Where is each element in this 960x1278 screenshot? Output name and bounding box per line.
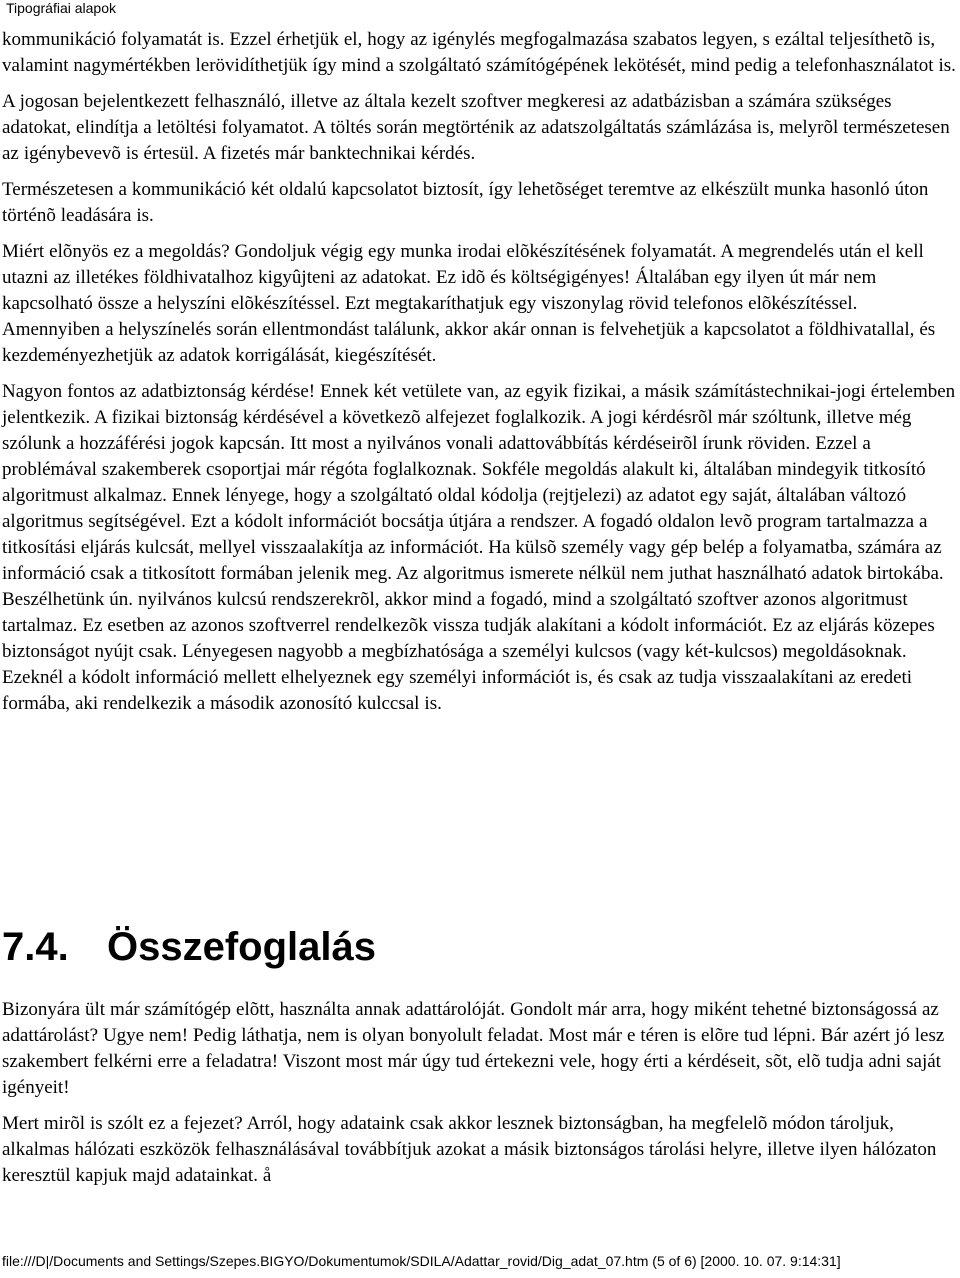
section-number: 7.4.	[2, 925, 69, 969]
paragraph: Miért elõnyös ez a megoldás? Gondoljuk végig egy munka irodai elõkészítésének folyamatát. A megrendelés után el kell utazni az illetékes földhivatalhoz kigyûjteni az adatokat. Ez idõ és költségigényes! Általában egy ilyen út már nem kapcsolható össze a helyszíni elõkészítéssel. Ezt megtakaríthatjuk egy viszonylag rövid telefonos elõkészítéssel. Amennyiben a helyszínelés során ellentmondást találunk, akkor akár onnan is felvehetjük a kapcsolatot a földhivatallal, és kezdeményezhetjük az adatok korrigálását, kiegészítését.	[2, 241, 936, 366]
paragraph: kommunikáció folyamatát is. Ezzel érhetjük el, hogy az igénylés megfogalmazása szabatos legyen, s ezáltal teljesíthetõ is, valamint nagymértékben lerövidíthetjük így mind a szolgáltató számítógépének lekötését, mind pedig a telefonhasználatot is.	[2, 29, 956, 76]
document-body	[2, 27, 956, 727]
summary-body	[2, 997, 956, 1199]
section-title: Összefoglalás	[107, 925, 377, 969]
page-footer-path: file:///D|/Documents and Settings/Szepes.BIGYO/Dokumentumok/SDILA/Adattar_rovid/Dig_adat_07.htm (5 of 6) [2000. 10. 07. 9:14:31]	[2, 1253, 841, 1269]
section-heading	[2, 917, 376, 977]
paragraph: Természetesen a kommunikáció két oldalú kapcsolatot biztosít, így lehetõséget teremtve az elkészült munka hasonló úton történõ leadására is.	[2, 179, 929, 226]
paragraph: Mert mirõl is szólt ez a fejezet? Arról, hogy adataink csak akkor lesznek biztonságban, ha megfelelõ módon tároljuk, alkalmas hálózati eszközök felhasználásával továbbítjuk azokat a másik biztonságos tárolási helyre, illetve ilyen hálózaton keresztül kapjuk majd adatainkat. å	[2, 1113, 937, 1186]
paragraph: Bizonyára ült már számítógép elõtt, használta annak adattárolóját. Gondolt már arra, hogy miként tehetné biztonságossá az adattárolást? Ugye nem! Pedig láthatja, nem is olyan bonyolult feladat. Most már e téren is elõre tud lépni. Bár azért jó lesz szakembert felkérni erre a feladatra! Viszont most már úgy tud értekezni vele, hogy érti a kérdéseit, sõt, elõ tudja adni saját igényeit!	[2, 999, 945, 1098]
paragraph: A jogosan bejelentkezett felhasználó, illetve az általa kezelt szoftver megkeresi az adatbázisban a számára szükséges adatokat, elindítja a letöltési folyamatot. A töltés során megtörténik az adatszolgáltatás számlázása is, melyrõl természetesen az igénybevevõ is értesül. A fizetés már banktechnikai kérdés.	[2, 91, 950, 164]
paragraph: Nagyon fontos az adatbiztonság kérdése! Ennek két vetülete van, az egyik fizikai, a másik számítástechnikai-jogi értelemben jelentkezik. A fizikai biztonság kérdésével a következõ alfejezet foglalkozik. A jogi kérdésrõl már szóltunk, illetve még szólunk a hozzáférési jogok kapcsán. Itt most a nyilvános vonali adattovábbítás kérdéseirõl írunk röviden. Ezzel a problémával szakemberek csoportjai már régóta foglalkoznak. Sokféle megoldás alakult ki, általában mindegyik titkosító algoritmust alkalmaz. Ennek lényege, hogy a szolgáltató oldal kódolja (rejtjelezi) az adatot egy saját, általában változó algoritmus segítségével. Ezt a kódolt információt bocsátja útjára a rendszer. A fogadó oldalon levõ program tartalmazza a titkosítási eljárás kulcsát, mellyel visszaalakítja az információt. Ha külsõ személy vagy gép belép a folyamatba, számára az információ csak a titkosított formában jelenik meg. Az algoritmus ismerete nélkül nem juthat használható adatok birtokába. Beszélhetünk ún. nyilvános kulcsú rendszerekrõl, akkor mind a fogadó, mind a szolgáltató szoftver azonos algoritmust tartalmaz. Ez esetben az azonos szoftverrel rendelkezõk vissza tudják alakítani a kódolt információt. Ez az eljárás közepes biztonságot nyújt csak. Lényegesen nagyobb a megbízhatósága a személyi kulcsos (vagy két-kulcsos) megoldásoknak. Ezeknél a kódolt információ mellett elhelyeznek egy személyi információt is, és csak az tudja visszaalakítani az eredeti formába, aki rendelkezik a második azonosító kulccsal is.	[2, 381, 956, 714]
page-header-title: Tipográfiai alapok	[6, 0, 116, 16]
